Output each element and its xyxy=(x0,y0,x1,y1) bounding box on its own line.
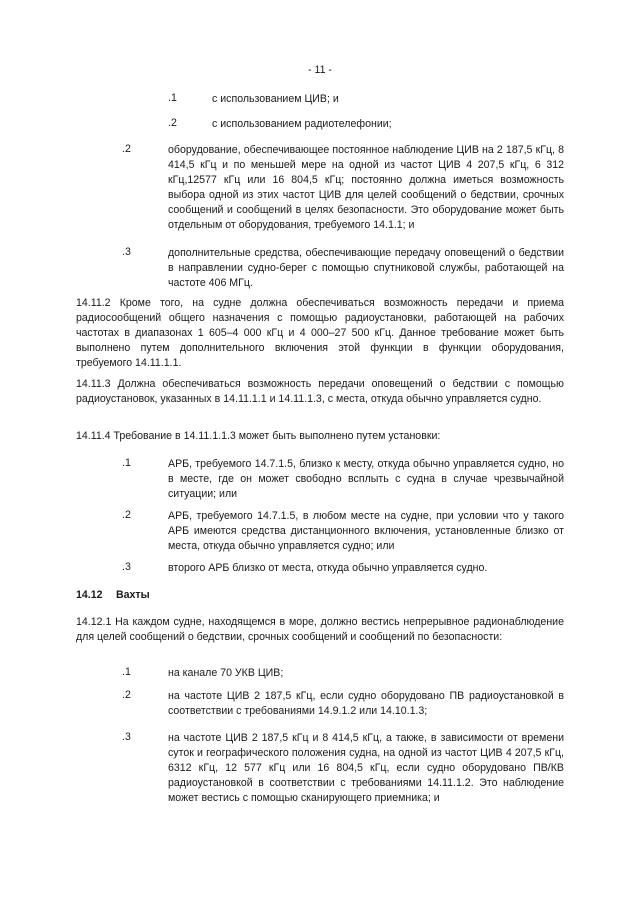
item-text: на частоте ЦИВ 2 187,5 кГц и 8 414,5 кГц, а также, в зависимости от времени суток и географического положения судна, на одной из частот ЦИВ 4 207,5 кГц, 6312 кГц, 12 577 кГц или 16 804,5 кГц, если судно оборудовано ПВ/КВ радиоустановкой в соответствии с требованиями 14.11.1.2. Это наблюдение может вестись с помощью сканирующего приемника; и xyxy=(168,732,564,804)
item-text: на частоте ЦИВ 2 187,5 кГц, если судно оборудовано ПВ радиоустановкой в соответствии с требованиями 14.9.1.2 или 14.10.1.3; xyxy=(168,690,564,717)
paragraph-14-11-2: 14.11.2 Кроме того, на судне должна обеспечиваться возможность передачи и приема радиосообщений общего назначения с помощью радиоустановки, работающей на рабочих частотах в диапазонах 1 605–4 000 кГц и 4 000–27 500 кГц. Данное требование может быть выполнено путем дополнительного включения этой функции в функции оборудования, требуемого 14.11.1.1. xyxy=(76,297,564,369)
item-number: .3 xyxy=(122,561,131,573)
item-number: .2 xyxy=(122,689,131,701)
item-text: АРБ, требуемого 14.7.1.5, близко к месту, откуда обычно управляется судно, но в месте, где он может свободно всплыть с судна в случае чрезвычайной ситуации; или xyxy=(168,458,564,500)
item-number: .3 xyxy=(122,731,131,743)
section-title: Вахты xyxy=(116,589,150,601)
item-text: АРБ, требуемого 14.7.1.5, в любом месте на судне, при условии что у такого АРБ имеются средства дистанционного включения, установленные близко от места, откуда обычно управляется судно; или xyxy=(168,510,564,552)
item-number: .1 xyxy=(122,457,131,469)
section-number: 14.12 xyxy=(76,589,103,601)
item-number: .3 xyxy=(122,246,131,258)
item-text: оборудование, обеспечивающее постоянное наблюдение ЦИВ на 2 187,5 кГц, 8 414,5 кГц и по меньшей мере на одной из частот ЦИВ 4 207,5 кГц, 6 312 кГц,12577 кГц или 16 804,5 кГц; постоянно должна иметься возможность выбора одной из этих частот ЦИВ для целей сообщений о бедствии, срочных сообщений и сообщений в целях безопасности. Это оборудование может быть отдельным от оборудования, требуемого 14.1.1; и xyxy=(168,144,564,231)
item-text: дополнительные средства, обеспечивающие передачу оповещений о бедствии в направлении судно-берег с помощью спутниковой службы, работающей на частоте 406 МГц. xyxy=(168,247,564,289)
item-text: второго АРБ близко от места, откуда обычно управляется судно. xyxy=(168,562,488,574)
item-text: с использованием радиотелефонии; xyxy=(212,118,392,130)
item-text: с использованием ЦИВ; и xyxy=(212,93,339,105)
item-number: .1 xyxy=(168,92,177,104)
paragraph-14-11-3: 14.11.3 Должна обеспечиваться возможность передачи оповещений о бедствии с помощью радиоустановок, указанных в 14.11.1.1 и 14.11.1.3, с места, откуда обычно управляется судно. xyxy=(76,378,564,405)
page-number: - 11 - xyxy=(308,64,332,76)
item-number: .2 xyxy=(122,509,131,521)
item-number: .2 xyxy=(168,117,177,129)
paragraph-14-11-4: 14.11.4 Требование в 14.11.1.1.3 может быть выполнено путем установки: xyxy=(76,430,441,442)
paragraph-14-12-1: 14.12.1 На каждом судне, находящемся в море, должно вестись непрерывное радионаблюдение для целей сообщений о бедствии, срочных сообщений и сообщений по безопасности: xyxy=(76,616,564,643)
item-number: .1 xyxy=(122,666,131,678)
item-number: .2 xyxy=(122,143,131,155)
item-text: на канале 70 УКВ ЦИВ; xyxy=(168,667,284,679)
